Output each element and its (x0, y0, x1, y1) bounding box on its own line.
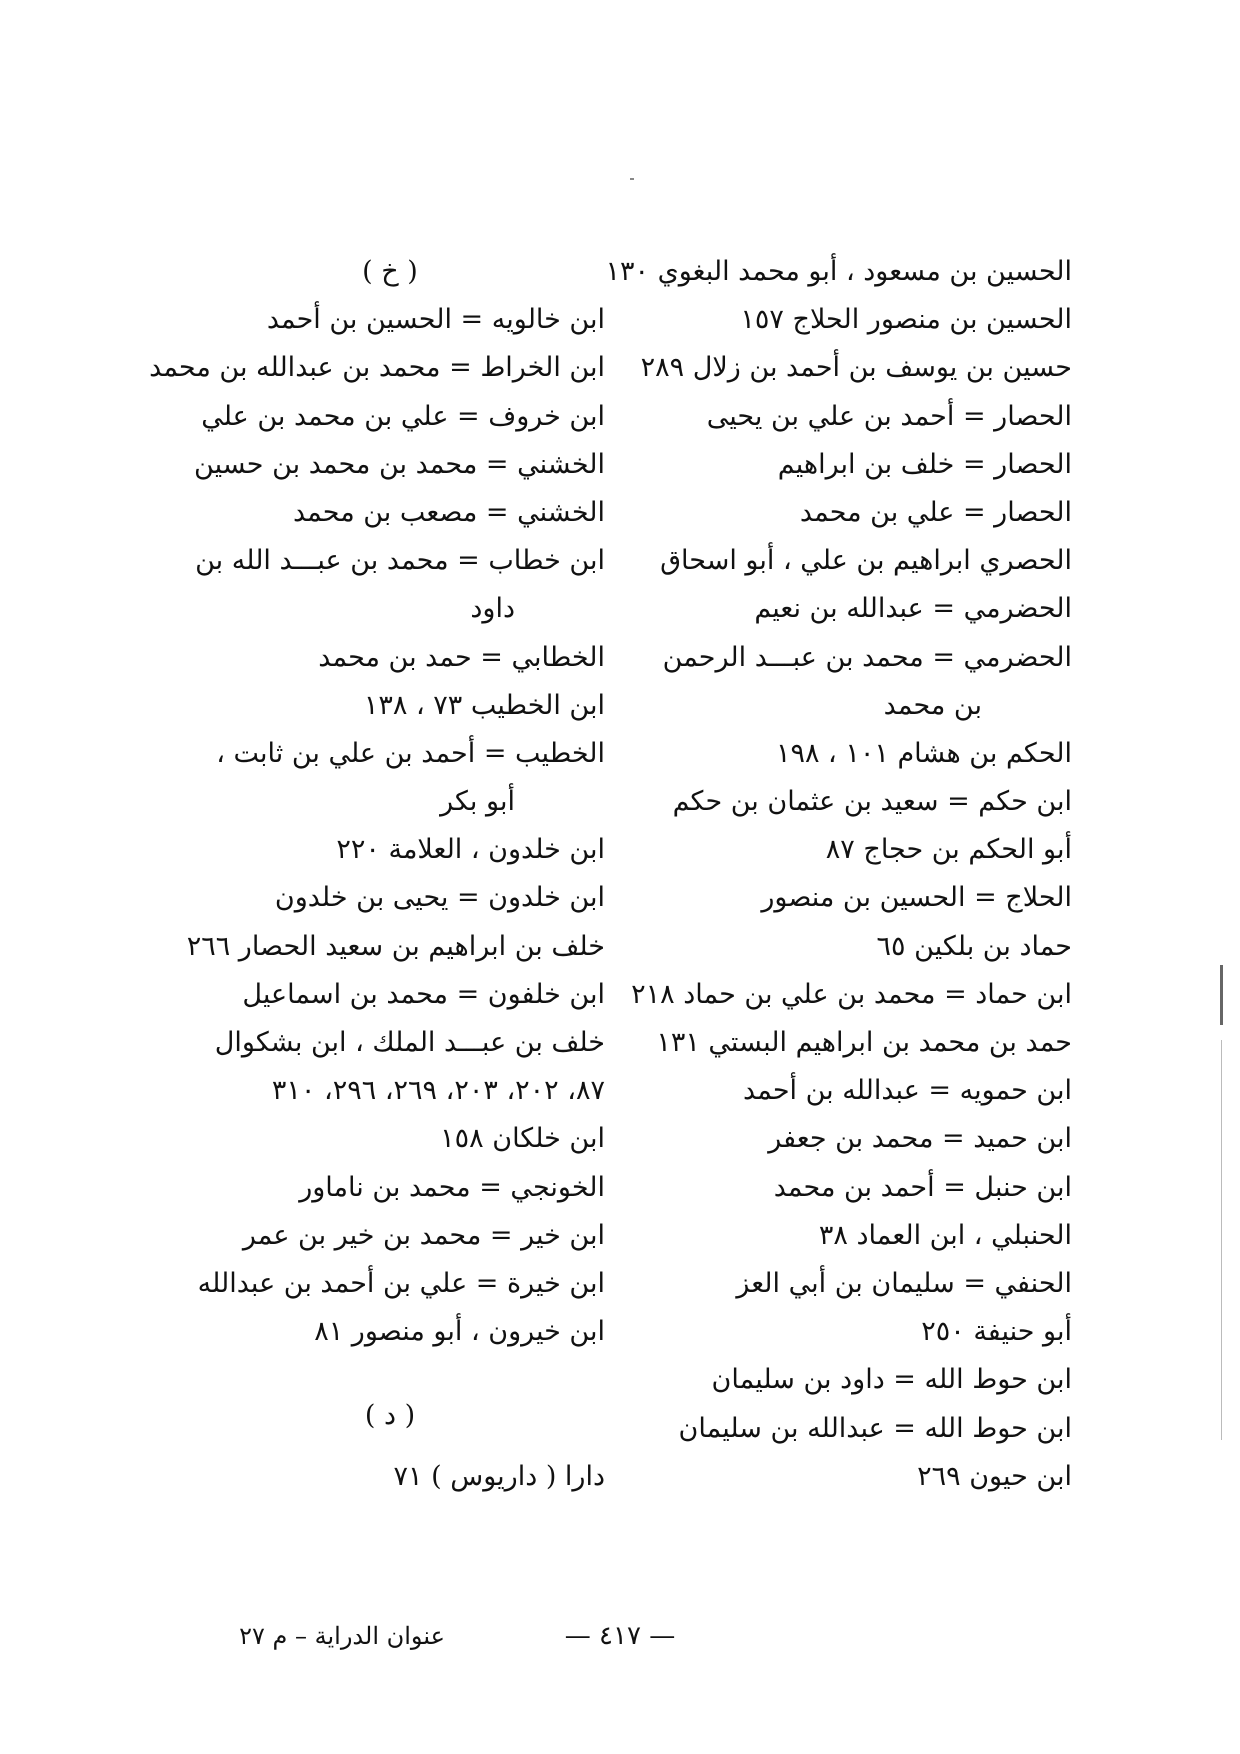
index-entry: ابن حوط الله = عبدالله بن سليمان (678, 1412, 1072, 1444)
index-entry: الحضرمي = محمد بن عبـــد الرحمن (662, 641, 1072, 673)
index-entry-continuation: داود (470, 593, 515, 625)
index-entry: الحسين بن مسعود ، أبو محمد البغوي ١٣٠ (605, 256, 1072, 287)
index-entry: الخشني = محمد بن محمد بن حسين (194, 448, 605, 480)
index-entry: الحصار = أحمد بن علي بن يحيى (706, 400, 1072, 432)
index-entry: ابن خالويه = الحسين بن أحمد (266, 304, 605, 336)
index-entry: الخطيب = أحمد بن علي بن ثابت ، (216, 737, 605, 769)
index-entry: الحنفي = سليمان بن أبي العز (736, 1267, 1072, 1299)
section-heading-dal: ( د ) (364, 1400, 416, 1432)
scan-edge-mark (1220, 965, 1223, 1025)
index-entry: الحلاج = الحسين بن منصور (761, 882, 1072, 914)
index-entry: حمد بن محمد بن ابراهيم البستي ١٣١ (656, 1027, 1072, 1058)
index-entry: ابن حنبل = أحمد بن محمد (773, 1171, 1072, 1203)
index-entry: ابن حماد = محمد بن علي بن حماد ٢١٨ (631, 978, 1072, 1010)
index-entry: ابن خلدون ، العلامة ٢٢٠ (336, 834, 605, 866)
running-head: عنوان الدراية – م ٢٧ (239, 1622, 445, 1650)
index-entry-continuation: أبو بكر (440, 786, 515, 818)
index-column-right (605, 248, 1072, 1501)
dal-entries (175, 1453, 605, 1501)
section-spacer (175, 1441, 605, 1453)
index-entry: حماد بن بلكين ٦٥ (876, 930, 1072, 962)
index-entry: ابن حميد = محمد بن جعفر (768, 1123, 1072, 1155)
index-entry: دارا ( داريوس ) ٧١ (393, 1460, 605, 1492)
index-entry: ابن خلكان ١٥٨ (440, 1123, 605, 1155)
section-spacer (175, 1356, 605, 1392)
index-entry: ابن خيرون ، أبو منصور ٨١ (314, 1316, 605, 1348)
index-entry: ابن خلفون = محمد بن اسماعيل (242, 978, 605, 1010)
index-entry: ابن خيرة = علي بن أحمد بن عبدالله (197, 1267, 605, 1299)
index-entry: ٨٧، ٢٠٢، ٢٠٣، ٢٦٩، ٢٩٦، ٣١٠ (271, 1075, 605, 1107)
index-entry: حسين بن يوسف بن أحمد بن زلال ٢٨٩ (640, 352, 1072, 384)
index-entry: ابن حيون ٢٦٩ (917, 1460, 1072, 1492)
index-entry: الخطابي = حمد بن محمد (318, 641, 605, 673)
index-entry: أبو الحكم بن حجاج ٨٧ (825, 834, 1072, 866)
index-entry: الحصار = خلف بن ابراهيم (777, 448, 1072, 480)
section-heading-kha: ( خ ) (362, 256, 418, 287)
index-entry: ابن الخطيب ٧٣ ، ١٣٨ (363, 689, 605, 721)
index-entry: ابن حوط الله = داود بن سليمان (711, 1364, 1072, 1396)
index-entry: ابن حكم = سعيد بن عثمان بن حكم (672, 786, 1072, 818)
index-entry: الحصري ابراهيم بن علي ، أبو اسحاق (660, 545, 1072, 577)
page-footer (0, 1616, 1240, 1656)
index-entry: خلف بن ابراهيم بن سعيد الحصار ٢٦٦ (186, 930, 605, 962)
scan-edge-line (1221, 1040, 1222, 1440)
index-entry: ابن حمويه = عبدالله بن أحمد (743, 1075, 1072, 1107)
index-column-left (149, 248, 605, 1501)
index-entry: الحسين بن منصور الحلاج ١٥٧ (740, 304, 1072, 336)
index-entry-continuation: بن محمد (883, 689, 982, 721)
index-entry: ابن خطاب = محمد بن عبـــد الله بن (195, 545, 605, 577)
index-entry: الحصار = علي بن محمد (799, 496, 1072, 528)
index-entry: ابن خروف = علي بن محمد بن علي (201, 400, 605, 432)
index-entry: ابن الخراط = محمد بن عبدالله بن محمد (149, 352, 605, 384)
index-entry: ابن خلدون = يحيى بن خلدون (274, 882, 605, 914)
index-entry: خلف بن عبـــد الملك ، ابن بشكوال (214, 1027, 605, 1058)
index-entry: الحنبلي ، ابن العماد ٣٨ (818, 1219, 1072, 1251)
scan-speck (630, 178, 634, 180)
index-entry: ابن خير = محمد بن خير بن عمر (242, 1219, 605, 1251)
kha-entries (149, 296, 605, 1356)
page-number: — ٤١٧ — (564, 1621, 676, 1651)
index-entry: الخونجي = محمد بن ناماور (299, 1171, 605, 1203)
index-entry: الحضرمي = عبدالله بن نعيم (754, 593, 1072, 625)
index-entry: أبو حنيفة ٢٥٠ (921, 1316, 1072, 1348)
index-entry: الحكم بن هشام ١٠١ ، ١٩٨ (775, 737, 1072, 769)
index-entry: الخشني = مصعب بن محمد (292, 496, 605, 528)
